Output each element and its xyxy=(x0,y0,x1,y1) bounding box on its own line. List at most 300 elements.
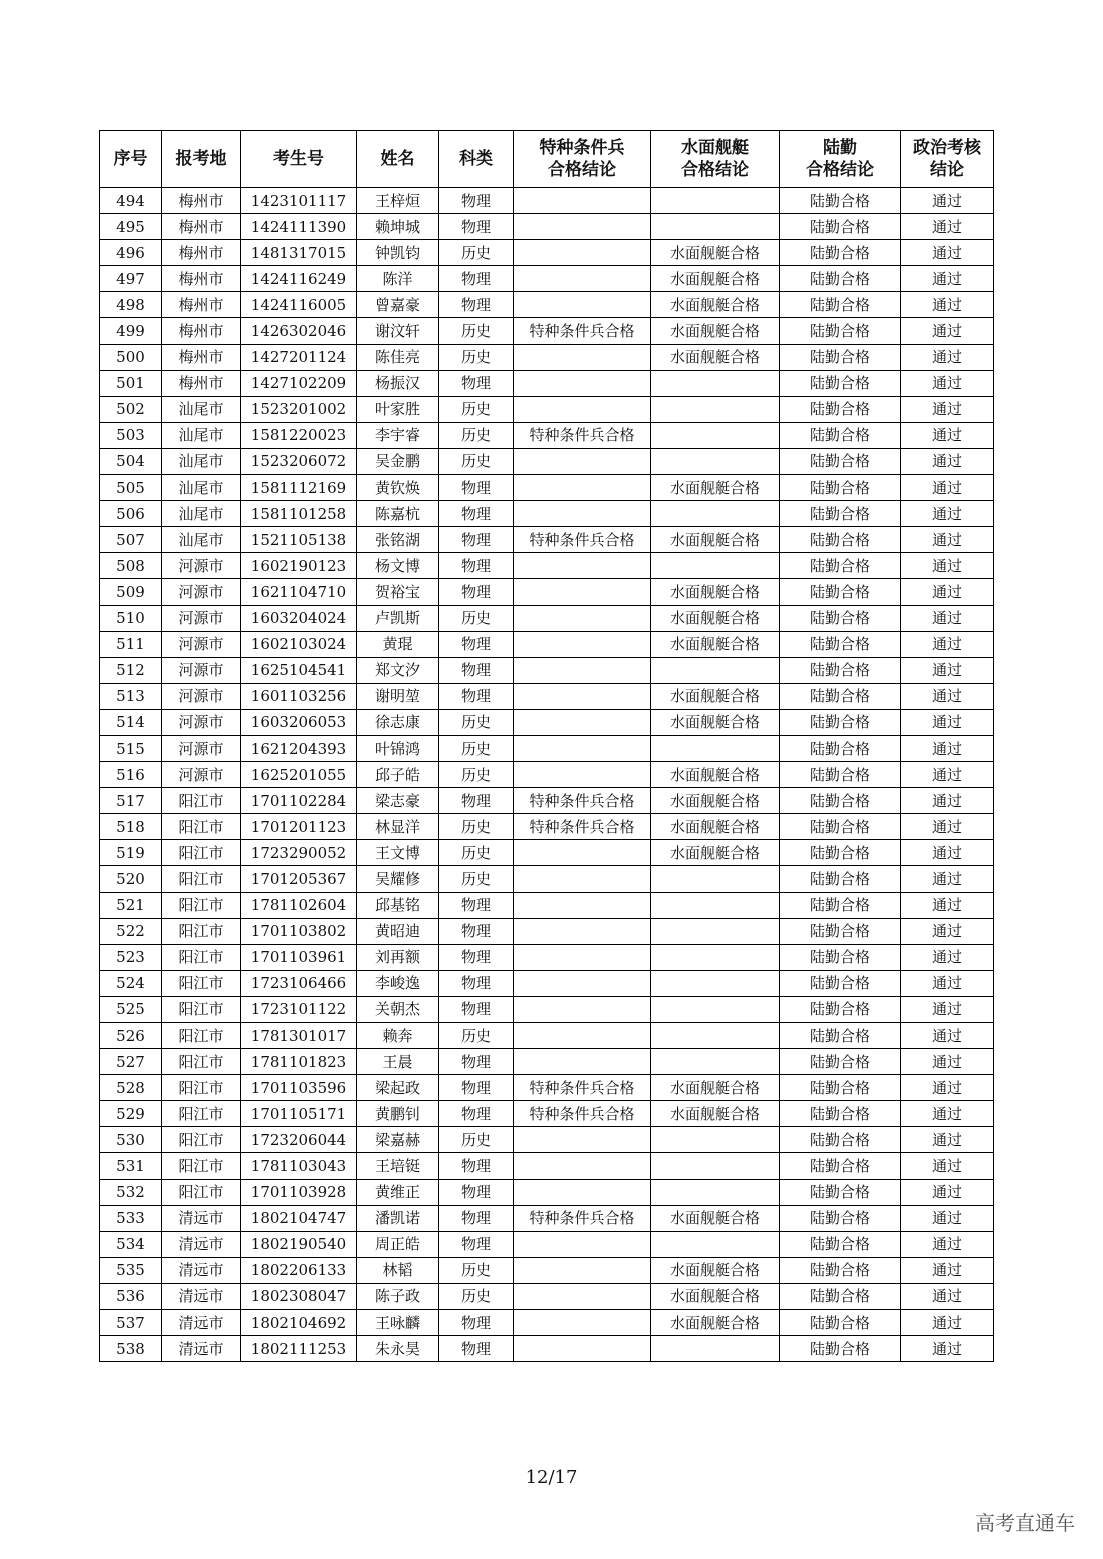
cell-special-soldier xyxy=(514,1336,651,1362)
cell-exam-location: 阳江市 xyxy=(162,970,241,996)
cell-political-review: 通过 xyxy=(901,762,994,788)
cell-exam-location: 梅州市 xyxy=(162,370,241,396)
cell-exam-location: 汕尾市 xyxy=(162,527,241,553)
cell-surface-ship xyxy=(651,1153,780,1179)
cell-special-soldier xyxy=(514,1231,651,1257)
cell-name: 叶锦鸿 xyxy=(357,735,439,761)
cell-exam-location: 河源市 xyxy=(162,657,241,683)
cell-subject: 物理 xyxy=(439,214,514,240)
cell-special-soldier xyxy=(514,475,651,501)
cell-special-soldier: 特种条件兵合格 xyxy=(514,1075,651,1101)
cell-political-review: 通过 xyxy=(901,1231,994,1257)
cell-land-duty: 陆勤合格 xyxy=(780,918,901,944)
cell-surface-ship xyxy=(651,996,780,1022)
cell-political-review: 通过 xyxy=(901,1049,994,1075)
cell-seq: 503 xyxy=(100,422,162,448)
cell-land-duty: 陆勤合格 xyxy=(780,814,901,840)
cell-exam-location: 汕尾市 xyxy=(162,396,241,422)
table-row xyxy=(100,1310,994,1336)
cell-land-duty: 陆勤合格 xyxy=(780,448,901,474)
cell-name: 梁起政 xyxy=(357,1075,439,1101)
cell-surface-ship xyxy=(651,892,780,918)
table-row xyxy=(100,709,994,735)
cell-name: 刘再额 xyxy=(357,944,439,970)
cell-exam-location: 阳江市 xyxy=(162,944,241,970)
cell-surface-ship: 水面舰艇合格 xyxy=(651,683,780,709)
cell-name: 关朝杰 xyxy=(357,996,439,1022)
cell-special-soldier xyxy=(514,579,651,605)
cell-name: 黄琨 xyxy=(357,631,439,657)
cell-candidate-no: 1481317015 xyxy=(241,240,357,266)
cell-seq: 497 xyxy=(100,266,162,292)
cell-land-duty: 陆勤合格 xyxy=(780,866,901,892)
cell-surface-ship: 水面舰艇合格 xyxy=(651,266,780,292)
cell-candidate-no: 1802111253 xyxy=(241,1336,357,1362)
cell-seq: 505 xyxy=(100,475,162,501)
table-row xyxy=(100,1179,994,1205)
cell-exam-location: 阳江市 xyxy=(162,1049,241,1075)
cell-special-soldier xyxy=(514,918,651,944)
cell-land-duty: 陆勤合格 xyxy=(780,370,901,396)
cell-subject: 历史 xyxy=(439,1257,514,1283)
cell-land-duty: 陆勤合格 xyxy=(780,344,901,370)
table-row xyxy=(100,840,994,866)
cell-candidate-no: 1781301017 xyxy=(241,1023,357,1049)
cell-special-soldier: 特种条件兵合格 xyxy=(514,788,651,814)
cell-name: 钟凯钧 xyxy=(357,240,439,266)
cell-political-review: 通过 xyxy=(901,579,994,605)
cell-special-soldier xyxy=(514,735,651,761)
cell-name: 邱基铭 xyxy=(357,892,439,918)
cell-subject: 物理 xyxy=(439,1231,514,1257)
cell-candidate-no: 1521105138 xyxy=(241,527,357,553)
cell-political-review: 通过 xyxy=(901,1257,994,1283)
cell-land-duty: 陆勤合格 xyxy=(780,1179,901,1205)
cell-seq: 514 xyxy=(100,709,162,735)
cell-name: 李峻逸 xyxy=(357,970,439,996)
cell-political-review: 通过 xyxy=(901,501,994,527)
cell-surface-ship xyxy=(651,188,780,214)
cell-subject: 历史 xyxy=(439,396,514,422)
cell-political-review: 通过 xyxy=(901,553,994,579)
cell-exam-location: 阳江市 xyxy=(162,788,241,814)
cell-special-soldier xyxy=(514,1023,651,1049)
table-row xyxy=(100,1205,994,1231)
cell-exam-location: 河源市 xyxy=(162,579,241,605)
cell-political-review: 通过 xyxy=(901,605,994,631)
cell-political-review: 通过 xyxy=(901,527,994,553)
cell-land-duty: 陆勤合格 xyxy=(780,631,901,657)
cell-exam-location: 阳江市 xyxy=(162,1153,241,1179)
cell-surface-ship xyxy=(651,944,780,970)
cell-special-soldier xyxy=(514,892,651,918)
cell-land-duty: 陆勤合格 xyxy=(780,996,901,1022)
table-row xyxy=(100,1049,994,1075)
cell-surface-ship: 水面舰艇合格 xyxy=(651,631,780,657)
cell-exam-location: 河源市 xyxy=(162,762,241,788)
table-header xyxy=(100,131,994,188)
table-row xyxy=(100,970,994,996)
cell-candidate-no: 1523206072 xyxy=(241,448,357,474)
cell-candidate-no: 1581220023 xyxy=(241,422,357,448)
cell-land-duty: 陆勤合格 xyxy=(780,1101,901,1127)
cell-seq: 523 xyxy=(100,944,162,970)
cell-land-duty: 陆勤合格 xyxy=(780,1231,901,1257)
cell-political-review: 通过 xyxy=(901,1127,994,1153)
cell-candidate-no: 1523201002 xyxy=(241,396,357,422)
cell-seq: 534 xyxy=(100,1231,162,1257)
cell-political-review: 通过 xyxy=(901,396,994,422)
table-row xyxy=(100,214,994,240)
cell-surface-ship: 水面舰艇合格 xyxy=(651,240,780,266)
cell-candidate-no: 1802190540 xyxy=(241,1231,357,1257)
cell-name: 王文博 xyxy=(357,840,439,866)
cell-subject: 历史 xyxy=(439,814,514,840)
cell-exam-location: 阳江市 xyxy=(162,814,241,840)
table-row xyxy=(100,344,994,370)
cell-special-soldier xyxy=(514,944,651,970)
cell-candidate-no: 1701201123 xyxy=(241,814,357,840)
cell-land-duty: 陆勤合格 xyxy=(780,396,901,422)
table-row xyxy=(100,1336,994,1362)
cell-land-duty: 陆勤合格 xyxy=(780,240,901,266)
cell-subject: 历史 xyxy=(439,605,514,631)
cell-exam-location: 梅州市 xyxy=(162,344,241,370)
cell-land-duty: 陆勤合格 xyxy=(780,318,901,344)
cell-land-duty: 陆勤合格 xyxy=(780,1075,901,1101)
cell-seq: 494 xyxy=(100,188,162,214)
cell-surface-ship: 水面舰艇合格 xyxy=(651,762,780,788)
cell-name: 梁嘉赫 xyxy=(357,1127,439,1153)
cell-political-review: 通过 xyxy=(901,1336,994,1362)
cell-name: 陈嘉杭 xyxy=(357,501,439,527)
cell-land-duty: 陆勤合格 xyxy=(780,527,901,553)
cell-surface-ship xyxy=(651,918,780,944)
cell-surface-ship: 水面舰艇合格 xyxy=(651,840,780,866)
cell-political-review: 通过 xyxy=(901,1283,994,1309)
cell-land-duty: 陆勤合格 xyxy=(780,214,901,240)
table-row xyxy=(100,318,994,344)
cell-name: 朱永昊 xyxy=(357,1336,439,1362)
cell-name: 林韬 xyxy=(357,1257,439,1283)
cell-political-review: 通过 xyxy=(901,292,994,318)
header-subject: 科类 xyxy=(439,131,514,188)
cell-special-soldier xyxy=(514,188,651,214)
cell-seq: 496 xyxy=(100,240,162,266)
cell-name: 杨文博 xyxy=(357,553,439,579)
cell-subject: 物理 xyxy=(439,1336,514,1362)
cell-land-duty: 陆勤合格 xyxy=(780,735,901,761)
cell-land-duty: 陆勤合格 xyxy=(780,788,901,814)
cell-special-soldier: 特种条件兵合格 xyxy=(514,527,651,553)
table-row xyxy=(100,266,994,292)
cell-candidate-no: 1723106466 xyxy=(241,970,357,996)
cell-subject: 物理 xyxy=(439,501,514,527)
cell-seq: 530 xyxy=(100,1127,162,1153)
table-row xyxy=(100,735,994,761)
cell-seq: 518 xyxy=(100,814,162,840)
header-seq: 序号 xyxy=(100,131,162,188)
cell-political-review: 通过 xyxy=(901,1075,994,1101)
cell-seq: 499 xyxy=(100,318,162,344)
cell-surface-ship: 水面舰艇合格 xyxy=(651,1075,780,1101)
table-row xyxy=(100,918,994,944)
cell-name: 郑文汐 xyxy=(357,657,439,683)
cell-seq: 531 xyxy=(100,1153,162,1179)
cell-exam-location: 清远市 xyxy=(162,1336,241,1362)
cell-surface-ship xyxy=(651,422,780,448)
cell-surface-ship xyxy=(651,657,780,683)
cell-subject: 历史 xyxy=(439,840,514,866)
cell-special-soldier xyxy=(514,1127,651,1153)
cell-name: 王培铤 xyxy=(357,1153,439,1179)
cell-exam-location: 汕尾市 xyxy=(162,422,241,448)
cell-subject: 物理 xyxy=(439,1153,514,1179)
table-row xyxy=(100,866,994,892)
cell-special-soldier xyxy=(514,344,651,370)
cell-subject: 物理 xyxy=(439,266,514,292)
cell-land-duty: 陆勤合格 xyxy=(780,944,901,970)
cell-land-duty: 陆勤合格 xyxy=(780,422,901,448)
cell-land-duty: 陆勤合格 xyxy=(780,266,901,292)
cell-seq: 536 xyxy=(100,1283,162,1309)
cell-candidate-no: 1701103928 xyxy=(241,1179,357,1205)
cell-seq: 526 xyxy=(100,1023,162,1049)
cell-subject: 历史 xyxy=(439,762,514,788)
cell-exam-location: 阳江市 xyxy=(162,892,241,918)
table-body xyxy=(100,188,994,1362)
cell-political-review: 通过 xyxy=(901,631,994,657)
cell-candidate-no: 1802104747 xyxy=(241,1205,357,1231)
cell-political-review: 通过 xyxy=(901,735,994,761)
cell-candidate-no: 1723101122 xyxy=(241,996,357,1022)
header-land-duty: 陆勤 合格结论 xyxy=(780,131,901,188)
cell-land-duty: 陆勤合格 xyxy=(780,1310,901,1336)
cell-surface-ship xyxy=(651,1231,780,1257)
cell-candidate-no: 1426302046 xyxy=(241,318,357,344)
cell-seq: 524 xyxy=(100,970,162,996)
cell-surface-ship xyxy=(651,735,780,761)
cell-candidate-no: 1781103043 xyxy=(241,1153,357,1179)
table-row xyxy=(100,892,994,918)
cell-seq: 511 xyxy=(100,631,162,657)
cell-surface-ship: 水面舰艇合格 xyxy=(651,475,780,501)
cell-seq: 516 xyxy=(100,762,162,788)
cell-candidate-no: 1625104541 xyxy=(241,657,357,683)
cell-land-duty: 陆勤合格 xyxy=(780,475,901,501)
cell-subject: 物理 xyxy=(439,1075,514,1101)
cell-subject: 物理 xyxy=(439,527,514,553)
table-row xyxy=(100,814,994,840)
cell-name: 梁志豪 xyxy=(357,788,439,814)
cell-name: 张铭湖 xyxy=(357,527,439,553)
cell-seq: 538 xyxy=(100,1336,162,1362)
cell-subject: 物理 xyxy=(439,188,514,214)
cell-candidate-no: 1581112169 xyxy=(241,475,357,501)
cell-land-duty: 陆勤合格 xyxy=(780,1023,901,1049)
table-row xyxy=(100,579,994,605)
cell-land-duty: 陆勤合格 xyxy=(780,553,901,579)
cell-name: 邱子皓 xyxy=(357,762,439,788)
cell-subject: 物理 xyxy=(439,996,514,1022)
cell-surface-ship xyxy=(651,1179,780,1205)
cell-surface-ship xyxy=(651,396,780,422)
cell-land-duty: 陆勤合格 xyxy=(780,1153,901,1179)
cell-surface-ship xyxy=(651,448,780,474)
cell-subject: 历史 xyxy=(439,422,514,448)
cell-name: 曾嘉豪 xyxy=(357,292,439,318)
cell-special-soldier: 特种条件兵合格 xyxy=(514,422,651,448)
cell-seq: 527 xyxy=(100,1049,162,1075)
cell-special-soldier xyxy=(514,1257,651,1283)
cell-name: 陈佳亮 xyxy=(357,344,439,370)
cell-political-review: 通过 xyxy=(901,892,994,918)
table-row xyxy=(100,370,994,396)
cell-subject: 物理 xyxy=(439,631,514,657)
cell-political-review: 通过 xyxy=(901,944,994,970)
cell-exam-location: 阳江市 xyxy=(162,996,241,1022)
cell-name: 周正皓 xyxy=(357,1231,439,1257)
table-row xyxy=(100,944,994,970)
cell-subject: 历史 xyxy=(439,448,514,474)
cell-land-duty: 陆勤合格 xyxy=(780,1049,901,1075)
cell-name: 潘凯诺 xyxy=(357,1205,439,1231)
cell-surface-ship: 水面舰艇合格 xyxy=(651,1283,780,1309)
cell-political-review: 通过 xyxy=(901,475,994,501)
table-row xyxy=(100,657,994,683)
cell-special-soldier xyxy=(514,370,651,396)
cell-special-soldier xyxy=(514,396,651,422)
results-table xyxy=(99,130,994,1362)
cell-exam-location: 清远市 xyxy=(162,1205,241,1231)
cell-special-soldier xyxy=(514,1153,651,1179)
cell-exam-location: 清远市 xyxy=(162,1310,241,1336)
watermark: 高考直通车 xyxy=(975,1511,1075,1535)
table-row xyxy=(100,422,994,448)
cell-land-duty: 陆勤合格 xyxy=(780,292,901,318)
table-row xyxy=(100,1023,994,1049)
cell-candidate-no: 1424116005 xyxy=(241,292,357,318)
table-row xyxy=(100,1101,994,1127)
page-number: 12/17 xyxy=(525,1467,578,1488)
cell-candidate-no: 1427102209 xyxy=(241,370,357,396)
table-row xyxy=(100,788,994,814)
cell-surface-ship xyxy=(651,214,780,240)
cell-surface-ship: 水面舰艇合格 xyxy=(651,1257,780,1283)
cell-land-duty: 陆勤合格 xyxy=(780,501,901,527)
cell-subject: 历史 xyxy=(439,1023,514,1049)
cell-surface-ship: 水面舰艇合格 xyxy=(651,579,780,605)
cell-land-duty: 陆勤合格 xyxy=(780,840,901,866)
cell-political-review: 通过 xyxy=(901,344,994,370)
cell-special-soldier xyxy=(514,292,651,318)
cell-surface-ship xyxy=(651,1127,780,1153)
cell-special-soldier xyxy=(514,214,651,240)
cell-political-review: 通过 xyxy=(901,840,994,866)
cell-special-soldier xyxy=(514,240,651,266)
table-row xyxy=(100,1283,994,1309)
cell-political-review: 通过 xyxy=(901,214,994,240)
cell-candidate-no: 1601103256 xyxy=(241,683,357,709)
cell-name: 王梓烜 xyxy=(357,188,439,214)
cell-surface-ship xyxy=(651,553,780,579)
cell-special-soldier xyxy=(514,448,651,474)
cell-candidate-no: 1701103802 xyxy=(241,918,357,944)
cell-exam-location: 河源市 xyxy=(162,735,241,761)
table-row xyxy=(100,1231,994,1257)
cell-land-duty: 陆勤合格 xyxy=(780,605,901,631)
cell-candidate-no: 1701205367 xyxy=(241,866,357,892)
cell-land-duty: 陆勤合格 xyxy=(780,1127,901,1153)
cell-subject: 历史 xyxy=(439,344,514,370)
cell-candidate-no: 1602103024 xyxy=(241,631,357,657)
cell-candidate-no: 1723206044 xyxy=(241,1127,357,1153)
header-special-soldier: 特种条件兵 合格结论 xyxy=(514,131,651,188)
cell-seq: 510 xyxy=(100,605,162,631)
cell-subject: 物理 xyxy=(439,370,514,396)
cell-special-soldier xyxy=(514,1283,651,1309)
cell-seq: 528 xyxy=(100,1075,162,1101)
cell-political-review: 通过 xyxy=(901,266,994,292)
table-row xyxy=(100,553,994,579)
cell-surface-ship: 水面舰艇合格 xyxy=(651,318,780,344)
cell-subject: 物理 xyxy=(439,1179,514,1205)
cell-name: 王咏麟 xyxy=(357,1310,439,1336)
cell-special-soldier: 特种条件兵合格 xyxy=(514,1205,651,1231)
cell-surface-ship: 水面舰艇合格 xyxy=(651,605,780,631)
cell-subject: 物理 xyxy=(439,944,514,970)
cell-seq: 522 xyxy=(100,918,162,944)
cell-exam-location: 清远市 xyxy=(162,1283,241,1309)
cell-candidate-no: 1621204393 xyxy=(241,735,357,761)
cell-seq: 517 xyxy=(100,788,162,814)
cell-special-soldier xyxy=(514,553,651,579)
cell-candidate-no: 1701105171 xyxy=(241,1101,357,1127)
cell-special-soldier xyxy=(514,1310,651,1336)
cell-subject: 物理 xyxy=(439,657,514,683)
cell-special-soldier xyxy=(514,683,651,709)
table-row xyxy=(100,475,994,501)
cell-seq: 501 xyxy=(100,370,162,396)
cell-candidate-no: 1701102284 xyxy=(241,788,357,814)
cell-political-review: 通过 xyxy=(901,1205,994,1231)
cell-seq: 520 xyxy=(100,866,162,892)
cell-exam-location: 阳江市 xyxy=(162,918,241,944)
table-row xyxy=(100,1257,994,1283)
cell-subject: 历史 xyxy=(439,1127,514,1153)
cell-special-soldier xyxy=(514,840,651,866)
cell-land-duty: 陆勤合格 xyxy=(780,579,901,605)
cell-political-review: 通过 xyxy=(901,788,994,814)
cell-name: 黄昭迪 xyxy=(357,918,439,944)
cell-special-soldier xyxy=(514,605,651,631)
cell-subject: 物理 xyxy=(439,683,514,709)
cell-special-soldier xyxy=(514,657,651,683)
cell-candidate-no: 1625201055 xyxy=(241,762,357,788)
cell-surface-ship: 水面舰艇合格 xyxy=(651,527,780,553)
cell-seq: 495 xyxy=(100,214,162,240)
cell-subject: 物理 xyxy=(439,970,514,996)
cell-candidate-no: 1423101117 xyxy=(241,188,357,214)
cell-seq: 537 xyxy=(100,1310,162,1336)
table-row xyxy=(100,1075,994,1101)
cell-exam-location: 梅州市 xyxy=(162,214,241,240)
cell-land-duty: 陆勤合格 xyxy=(780,657,901,683)
cell-exam-location: 阳江市 xyxy=(162,866,241,892)
cell-special-soldier xyxy=(514,266,651,292)
cell-surface-ship xyxy=(651,970,780,996)
header-row xyxy=(100,131,994,188)
